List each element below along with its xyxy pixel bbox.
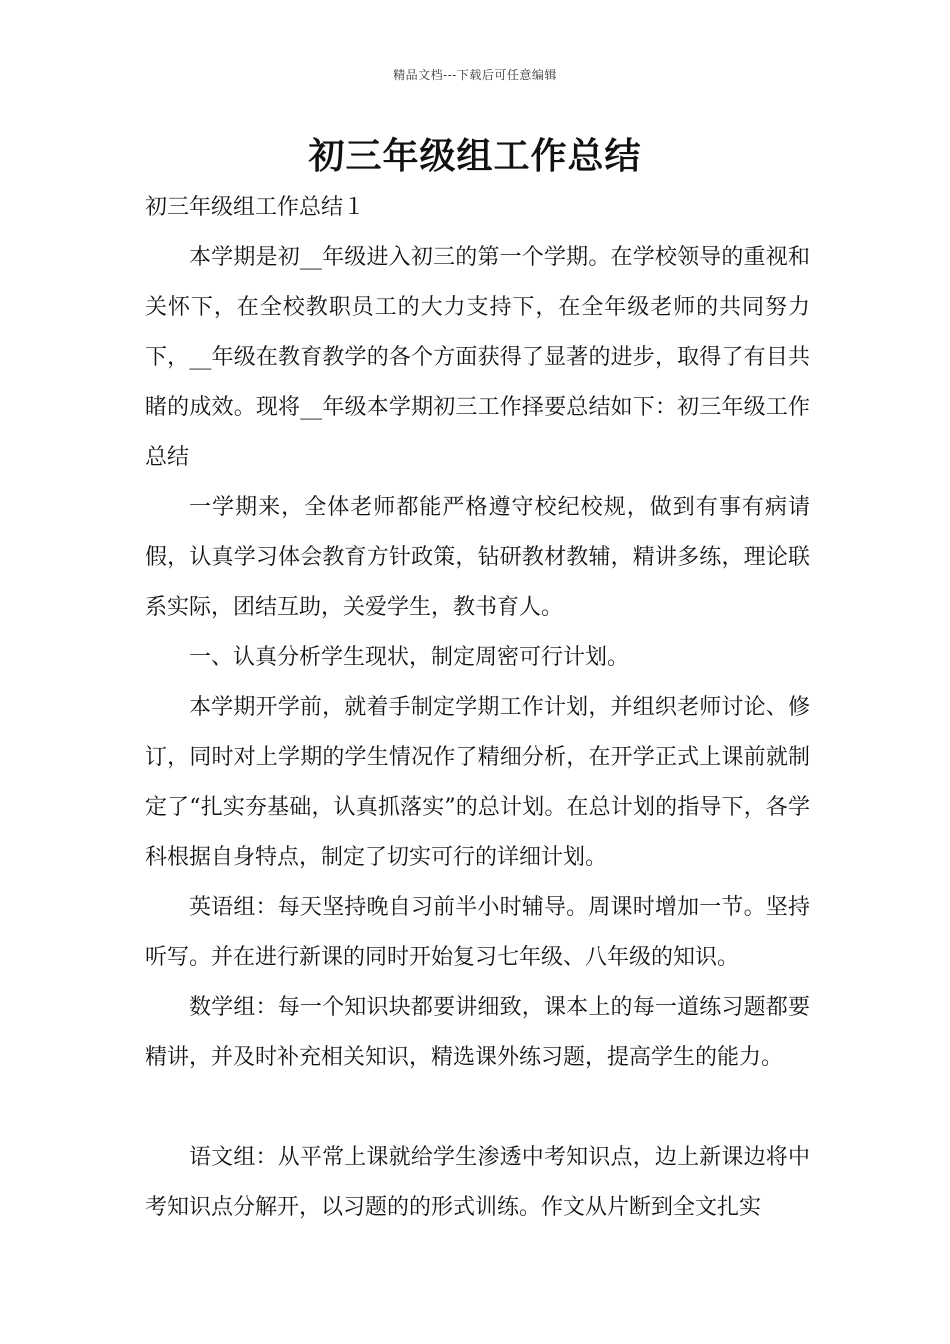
document-title: 初三年级组工作总结 [308,135,642,177]
paragraph-chinese-group: 语文组：从平常上课就给学生渗透中考知识点，边上新课边将中考知识点分解开，以习题的的形式训练。作文从片断到全文扎实 [145,1145,810,1220]
document-body [145,183,810,1233]
document-subtitle: 初三年级组工作总结１ [145,195,366,220]
header-note: 精品文档---下载后可任意编辑 [393,68,557,82]
paragraph-math-group: 数学组：每一个知识块都要讲细致，课本上的每一道练习题都要精讲，并及时补充相关知识，精选课外练习题，提高学生的能力。 [145,995,810,1070]
blank-line [145,1083,810,1133]
paragraph-english-group: 英语组：每天坚持晚自习前半小时辅导。周课时增加一节。坚持听写。并在进行新课的同时开始复习七年级、八年级的知识。 [145,895,810,970]
paragraph-plan: 本学期开学前，就着手制定学期工作计划，并组织老师讨论、修订，同时对上学期的学生情况作了精细分析，在开学正式上课前就制定了“扎实夯基础，认真抓落实”的总计划。在总计划的指导下，各学科根据自身特点，制定了切实可行的详细计划。 [145,695,810,870]
paragraph-discipline: 一学期来，全体老师都能严格遵守校纪校规，做到有事有病请假，认真学习体会教育方针政策，钻研教材教辅，精讲多练，理论联系实际，团结互助，关爱学生，教书育人。 [145,495,810,620]
paragraph-intro: 本学期是初__年级进入初三的第一个学期。在学校领导的重视和关怀下，在全校教职员工的大力支持下，在全年级老师的共同努力下，__年级在教育教学的各个方面获得了显著的进步，取得了有目共睹的成效。现将__年级本学期初三工作择要总结如下：初三年级工作总结 [145,245,810,470]
section-heading-plan: 一、认真分析学生现状，制定周密可行计划。 [189,645,630,670]
